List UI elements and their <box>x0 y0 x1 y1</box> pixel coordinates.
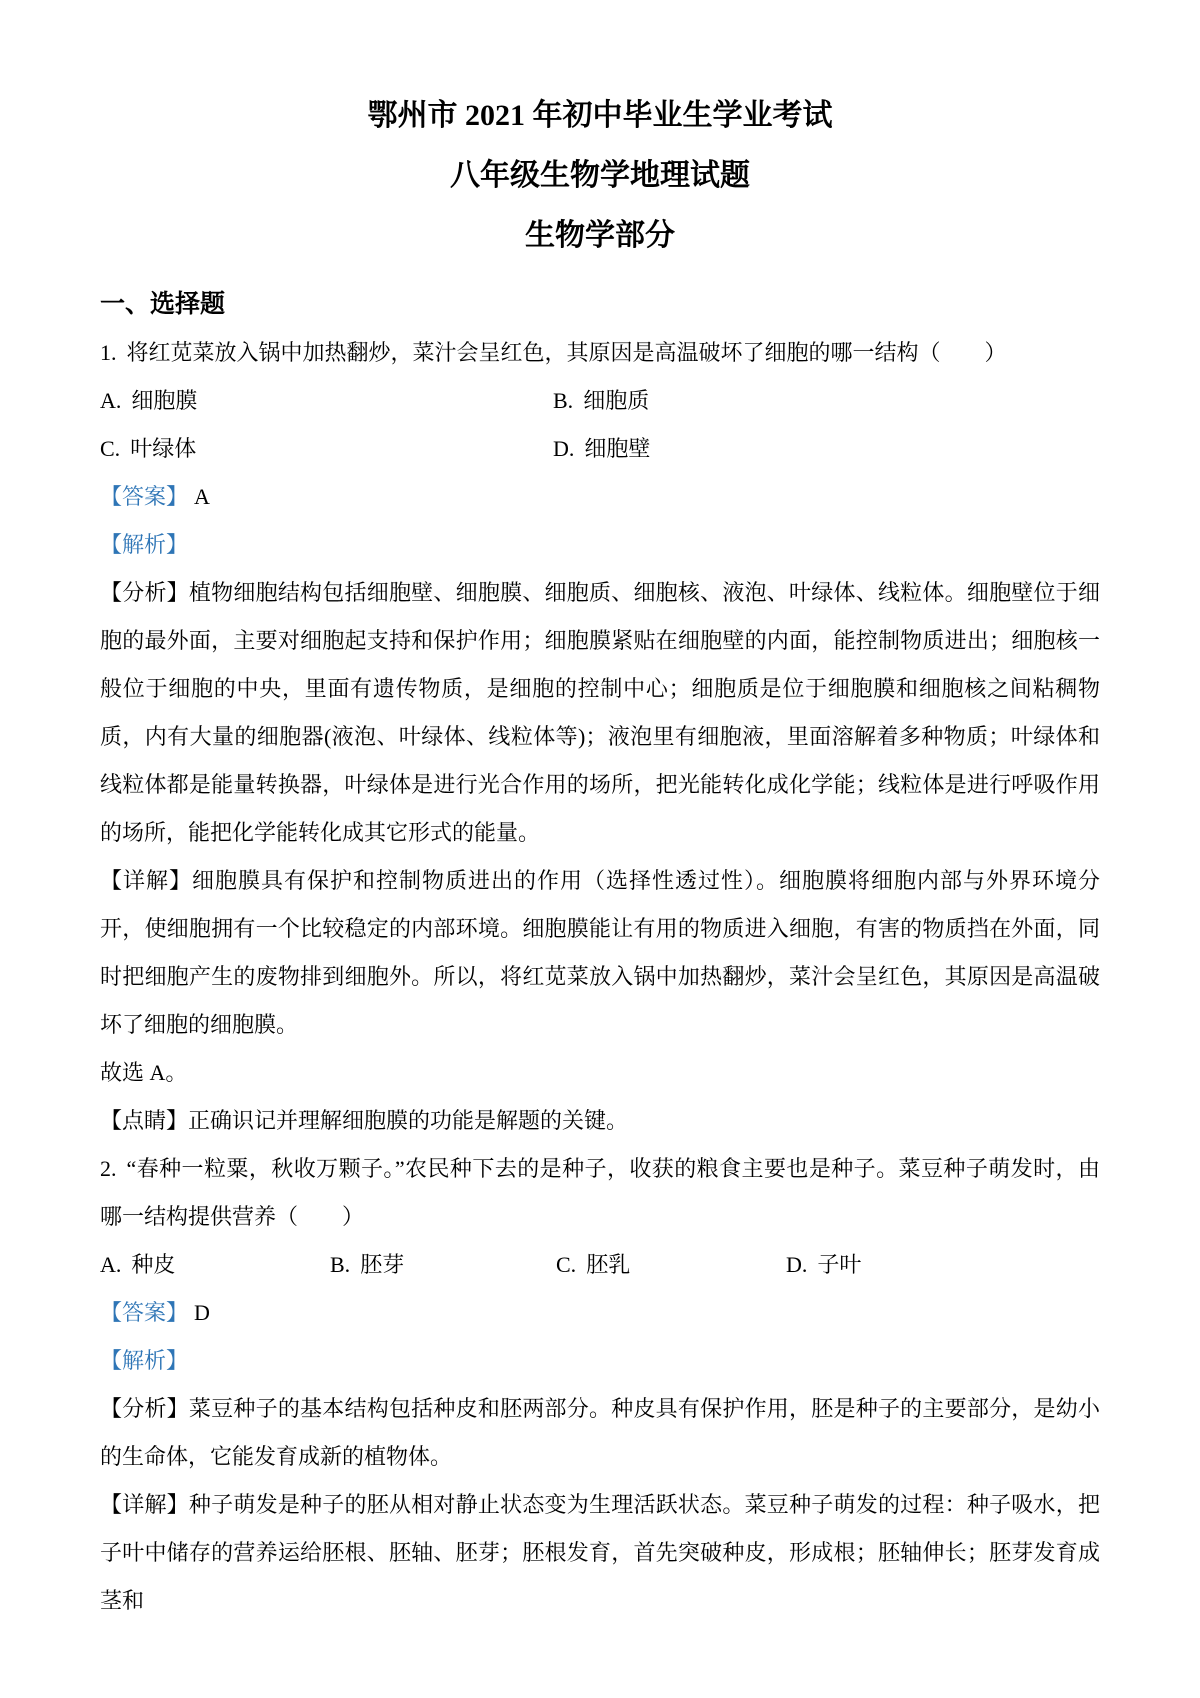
question-1-analysis-label-row <box>100 521 1100 569</box>
option-c-label: C. <box>556 1252 577 1277</box>
question-2-option-c <box>556 1241 786 1289</box>
document-title-line2: 八年级生物学地理试题 <box>450 159 750 192</box>
option-c-label: C. <box>100 436 121 461</box>
question-2-answer-value: D <box>194 1300 210 1325</box>
question-1-options-row-1 <box>100 377 1100 425</box>
question-2-option-a <box>100 1241 330 1289</box>
question-2 <box>100 1145 1100 1625</box>
question-2-stem <box>100 1145 1100 1241</box>
question-1-detail-paragraph: 【详解】细胞膜具有保护和控制物质进出的作用（选择性透过性）。细胞膜将细胞内部与外界环境分开，使细胞拥有一个比较稳定的内部环境。细胞膜能让有用的物质进入细胞，有害的物质挡在外面，同时把细胞产生的废物排到细胞外。所以，将红苋菜放入锅中加热翻炒，菜汁会呈红色，其原因是高温破坏了细胞的细胞膜。 <box>100 868 1100 1037</box>
option-a-label: A. <box>100 388 122 413</box>
option-c-text: 叶绿体 <box>130 436 197 461</box>
option-d-text: 子叶 <box>817 1252 862 1277</box>
analysis-label: 【解析】 <box>100 532 189 557</box>
question-1-options-row-2 <box>100 425 1100 473</box>
question-1-tip-paragraph: 【点睛】正确识记并理解细胞膜的功能是解题的关键。 <box>100 1108 629 1133</box>
option-d-label: D. <box>553 436 575 461</box>
analysis-label: 【解析】 <box>100 1348 189 1373</box>
question-1-conclusion: 故选 A。 <box>100 1060 188 1085</box>
question-1-answer-row <box>100 473 1100 521</box>
answer-label: 【答案】 <box>100 484 189 509</box>
question-1-stem <box>100 329 1100 377</box>
option-a-text: 种皮 <box>131 1252 176 1277</box>
question-1-answer-value: A <box>194 484 210 509</box>
question-1-option-d <box>553 425 1100 473</box>
option-c-text: 胚乳 <box>586 1252 631 1277</box>
option-d-text: 细胞壁 <box>584 436 651 461</box>
question-2-analysis-label-row <box>100 1337 1100 1385</box>
option-b-label: B. <box>553 388 574 413</box>
answer-label: 【答案】 <box>100 1300 189 1325</box>
option-b-text: 胚芽 <box>360 1252 405 1277</box>
question-2-number: 2. <box>100 1156 117 1181</box>
question-1-option-a <box>100 377 553 425</box>
option-b-text: 细胞质 <box>583 388 650 413</box>
question-1-analysis-paragraph: 【分析】植物细胞结构包括细胞壁、细胞膜、细胞质、细胞核、液泡、叶绿体、线粒体。细胞壁位于细胞的最外面，主要对细胞起支持和保护作用；细胞膜紧贴在细胞壁的内面，能控制物质进出；细胞核一般位于细胞的中央，里面有遗传物质，是细胞的控制中心；细胞质是位于细胞膜和细胞核之间粘稠物质，内有大量的细胞器(液泡、叶绿体、线粒体等)；液泡里有细胞液，里面溶解着多种物质；叶绿体和线粒体都是能量转换器，叶绿体是进行光合作用的场所，把光能转化成化学能；线粒体是进行呼吸作用的场所，能把化学能转化成其它形式的能量。 <box>100 580 1100 845</box>
question-2-analysis-paragraph: 【分析】菜豆种子的基本结构包括种皮和胚两部分。种皮具有保护作用，胚是种子的主要部分，是幼小的生命体，它能发育成新的植物体。 <box>100 1396 1100 1469</box>
option-a-label: A. <box>100 1252 122 1277</box>
question-1-option-b <box>553 377 1100 425</box>
question-1 <box>100 329 1100 1145</box>
question-2-stem-text: “春种一粒粟，秋收万颗子。”农民种下去的是种子，收获的粮食主要也是种子。菜豆种子萌发时，由哪一结构提供营养（ ） <box>100 1156 1100 1229</box>
question-2-option-b <box>330 1241 556 1289</box>
section-heading-multiple-choice: 一、选择题 <box>100 291 226 318</box>
option-a-text: 细胞膜 <box>131 388 198 413</box>
question-2-option-d <box>786 1241 1100 1289</box>
question-2-options-row <box>100 1241 1100 1289</box>
question-1-stem-text: 将红苋菜放入锅中加热翻炒，菜汁会呈红色，其原因是高温破坏了细胞的哪一结构（ ） <box>126 340 1007 365</box>
option-d-label: D. <box>786 1252 808 1277</box>
document-title-line3: 生物学部分 <box>525 219 675 252</box>
question-1-number: 1. <box>100 340 117 365</box>
question-2-detail-paragraph: 【详解】种子萌发是种子的胚从相对静止状态变为生理活跃状态。菜豆种子萌发的过程：种子吸水，把子叶中储存的营养运给胚根、胚轴、胚芽；胚根发育，首先突破种皮，形成根；胚轴伸长；胚芽发育成茎和 <box>100 1492 1100 1613</box>
document-title-line1: 鄂州市 2021 年初中毕业生学业考试 <box>367 99 833 132</box>
option-b-label: B. <box>330 1252 351 1277</box>
question-1-option-c <box>100 425 553 473</box>
question-2-answer-row <box>100 1289 1100 1337</box>
